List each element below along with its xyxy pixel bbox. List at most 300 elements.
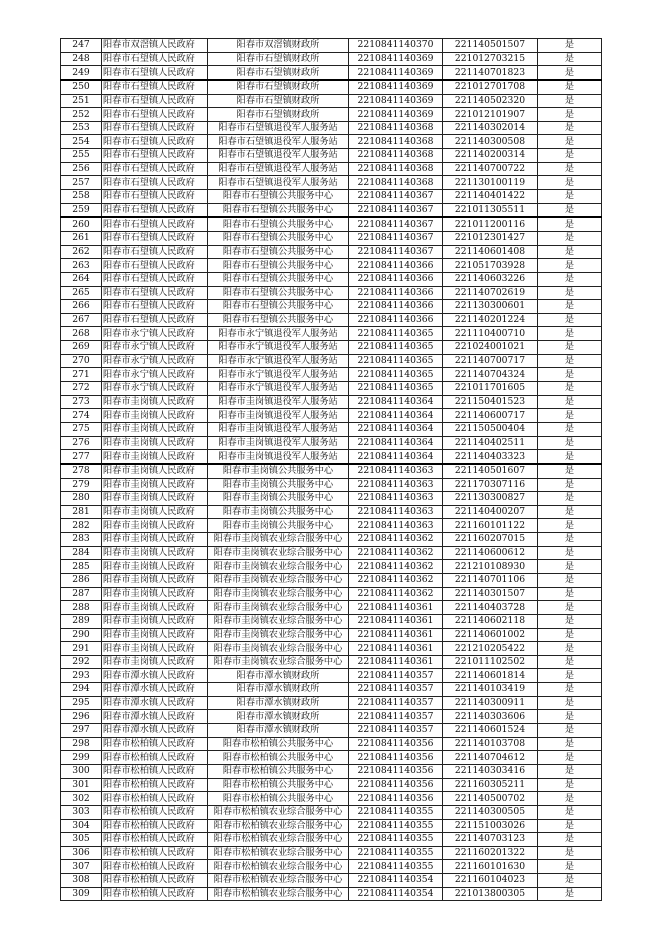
position-cell: 阳春市石望镇公共服务中心 — [208, 231, 349, 245]
table-row — [61, 492, 602, 506]
qualified-cell: 是 — [538, 792, 602, 806]
exam-number-cell: 221140600717 — [443, 409, 538, 423]
qualified-cell: 是 — [538, 696, 602, 710]
position-code-cell: 2210841140361 — [349, 642, 443, 656]
qualified-cell: 是 — [538, 478, 602, 492]
qualified-cell: 是 — [538, 628, 602, 642]
employer-cell: 阳春市双滘镇人民政府 — [102, 39, 208, 53]
position-code-cell: 2210841140356 — [349, 778, 443, 792]
qualified-cell: 是 — [538, 327, 602, 341]
exam-number-cell: 221140601408 — [443, 245, 538, 259]
row-number: 293 — [61, 669, 102, 683]
position-cell: 阳春市圭岗镇农业综合服务中心 — [208, 642, 349, 656]
table-row — [61, 176, 602, 190]
row-number: 306 — [61, 846, 102, 860]
employer-cell: 阳春市石望镇人民政府 — [102, 162, 208, 176]
position-cell: 阳春市石望镇公共服务中心 — [208, 245, 349, 259]
position-code-cell: 2210841140364 — [349, 450, 443, 464]
employer-cell: 阳春市石望镇人民政府 — [102, 300, 208, 314]
exam-number-cell: 221140301507 — [443, 587, 538, 601]
employer-cell: 阳春市圭岗镇人民政府 — [102, 464, 208, 478]
qualified-cell: 是 — [538, 724, 602, 738]
position-cell: 阳春市圭岗镇退役军人服务站 — [208, 422, 349, 436]
position-code-cell: 2210841140368 — [349, 149, 443, 163]
row-number: 283 — [61, 533, 102, 547]
qualified-cell: 是 — [538, 505, 602, 519]
position-cell: 阳春市松柏镇农业综合服务中心 — [208, 846, 349, 860]
exam-number-cell: 221140601814 — [443, 669, 538, 683]
employer-cell: 阳春市石望镇人民政府 — [102, 176, 208, 190]
exam-number-cell: 221140300505 — [443, 805, 538, 819]
exam-number-cell: 221150401523 — [443, 395, 538, 409]
position-code-cell: 2210841140355 — [349, 860, 443, 874]
row-number: 286 — [61, 573, 102, 587]
qualified-cell: 是 — [538, 573, 602, 587]
table-row — [61, 245, 602, 259]
row-number: 309 — [61, 887, 102, 901]
position-cell: 阳春市圭岗镇农业综合服务中心 — [208, 601, 349, 615]
row-number: 281 — [61, 505, 102, 519]
exam-number-cell: 221160101122 — [443, 519, 538, 533]
table-row — [61, 764, 602, 778]
table-row — [61, 642, 602, 656]
table-row — [61, 327, 602, 341]
employer-cell: 阳春市石望镇人民政府 — [102, 108, 208, 122]
qualified-cell: 是 — [538, 176, 602, 190]
employer-cell: 阳春市松柏镇人民政府 — [102, 874, 208, 888]
table-row — [61, 737, 602, 751]
exam-number-cell: 221140600612 — [443, 546, 538, 560]
row-number: 303 — [61, 805, 102, 819]
row-number: 291 — [61, 642, 102, 656]
row-number: 295 — [61, 696, 102, 710]
position-cell: 阳春市石望镇退役军人服务站 — [208, 176, 349, 190]
employer-cell: 阳春市圭岗镇人民政府 — [102, 642, 208, 656]
table-row — [61, 203, 602, 217]
table-row — [61, 108, 602, 122]
position-code-cell: 2210841140365 — [349, 368, 443, 382]
table-row — [61, 587, 602, 601]
qualified-cell: 是 — [538, 190, 602, 204]
table-row — [61, 846, 602, 860]
qualified-cell: 是 — [538, 231, 602, 245]
position-code-cell: 2210841140365 — [349, 341, 443, 355]
employer-cell: 阳春市松柏镇人民政府 — [102, 819, 208, 833]
exam-number-cell: 221012701708 — [443, 80, 538, 94]
position-code-cell: 2210841140356 — [349, 737, 443, 751]
table-row — [61, 601, 602, 615]
row-number: 257 — [61, 176, 102, 190]
row-number: 308 — [61, 874, 102, 888]
position-code-cell: 2210841140357 — [349, 683, 443, 697]
position-cell: 阳春市松柏镇公共服务中心 — [208, 792, 349, 806]
qualified-cell: 是 — [538, 259, 602, 273]
row-number: 253 — [61, 121, 102, 135]
qualified-cell: 是 — [538, 52, 602, 66]
exam-number-cell: 221140103708 — [443, 737, 538, 751]
position-cell: 阳春市潭水镇财政所 — [208, 683, 349, 697]
row-number: 307 — [61, 860, 102, 874]
qualified-cell: 是 — [538, 683, 602, 697]
position-cell: 阳春市圭岗镇公共服务中心 — [208, 464, 349, 478]
position-cell: 阳春市松柏镇农业综合服务中心 — [208, 805, 349, 819]
row-number: 271 — [61, 368, 102, 382]
position-cell: 阳春市石望镇公共服务中心 — [208, 203, 349, 217]
position-code-cell: 2210841140363 — [349, 519, 443, 533]
table-row — [61, 135, 602, 149]
table-row — [61, 190, 602, 204]
employer-cell: 阳春市石望镇人民政府 — [102, 203, 208, 217]
position-cell: 阳春市潭水镇财政所 — [208, 724, 349, 738]
qualified-cell: 是 — [538, 587, 602, 601]
employer-cell: 阳春市永宁镇人民政府 — [102, 327, 208, 341]
employer-cell: 阳春市圭岗镇人民政府 — [102, 628, 208, 642]
employer-cell: 阳春市松柏镇人民政府 — [102, 846, 208, 860]
position-code-cell: 2210841140369 — [349, 80, 443, 94]
row-number: 261 — [61, 231, 102, 245]
exam-number-cell: 221160207015 — [443, 533, 538, 547]
position-cell: 阳春市松柏镇公共服务中心 — [208, 751, 349, 765]
table-row — [61, 422, 602, 436]
employer-cell: 阳春市圭岗镇人民政府 — [102, 533, 208, 547]
row-number: 278 — [61, 464, 102, 478]
table-row — [61, 819, 602, 833]
employer-cell: 阳春市石望镇人民政府 — [102, 217, 208, 231]
position-code-cell: 2210841140368 — [349, 135, 443, 149]
row-number: 294 — [61, 683, 102, 697]
employer-cell: 阳春市圭岗镇人民政府 — [102, 614, 208, 628]
position-code-cell: 2210841140367 — [349, 217, 443, 231]
exam-number-cell: 221140603226 — [443, 272, 538, 286]
qualified-cell: 是 — [538, 655, 602, 669]
exam-number-cell: 221140501607 — [443, 464, 538, 478]
employer-cell: 阳春市永宁镇人民政府 — [102, 354, 208, 368]
row-number: 280 — [61, 492, 102, 506]
exam-number-cell: 221024001021 — [443, 341, 538, 355]
qualified-cell: 是 — [538, 601, 602, 615]
table-row — [61, 409, 602, 423]
exam-number-cell: 221210108930 — [443, 560, 538, 574]
exam-number-cell: 221140400207 — [443, 505, 538, 519]
position-code-cell: 2210841140357 — [349, 696, 443, 710]
position-code-cell: 2210841140364 — [349, 395, 443, 409]
table-row — [61, 533, 602, 547]
qualified-cell: 是 — [538, 819, 602, 833]
position-cell: 阳春市永宁镇退役军人服务站 — [208, 341, 349, 355]
table-row — [61, 560, 602, 574]
employer-cell: 阳春市松柏镇人民政府 — [102, 887, 208, 901]
qualified-cell: 是 — [538, 422, 602, 436]
position-code-cell: 2210841140361 — [349, 628, 443, 642]
qualified-cell: 是 — [538, 39, 602, 53]
employer-cell: 阳春市圭岗镇人民政府 — [102, 546, 208, 560]
exam-number-cell: 221210205422 — [443, 642, 538, 656]
employer-cell: 阳春市圭岗镇人民政府 — [102, 505, 208, 519]
position-cell: 阳春市圭岗镇农业综合服务中心 — [208, 560, 349, 574]
table-row — [61, 450, 602, 464]
employer-cell: 阳春市潭水镇人民政府 — [102, 683, 208, 697]
row-number: 288 — [61, 601, 102, 615]
employer-cell: 阳春市潭水镇人民政府 — [102, 724, 208, 738]
position-code-cell: 2210841140357 — [349, 724, 443, 738]
row-number: 268 — [61, 327, 102, 341]
table-row — [61, 395, 602, 409]
exam-number-cell: 221051703928 — [443, 259, 538, 273]
position-cell: 阳春市潭水镇财政所 — [208, 696, 349, 710]
position-cell: 阳春市圭岗镇退役军人服务站 — [208, 409, 349, 423]
qualified-cell: 是 — [538, 272, 602, 286]
employer-cell: 阳春市松柏镇人民政府 — [102, 737, 208, 751]
exam-number-cell: 221012101907 — [443, 108, 538, 122]
row-number: 304 — [61, 819, 102, 833]
table-row — [61, 519, 602, 533]
row-number: 267 — [61, 313, 102, 327]
position-cell: 阳春市松柏镇农业综合服务中心 — [208, 860, 349, 874]
row-number: 260 — [61, 217, 102, 231]
position-cell: 阳春市永宁镇退役军人服务站 — [208, 368, 349, 382]
row-number: 279 — [61, 478, 102, 492]
position-cell: 阳春市石望镇财政所 — [208, 52, 349, 66]
row-number: 305 — [61, 833, 102, 847]
employer-cell: 阳春市石望镇人民政府 — [102, 66, 208, 80]
position-cell: 阳春市石望镇退役军人服务站 — [208, 162, 349, 176]
exam-number-cell: 221011305511 — [443, 203, 538, 217]
row-number: 276 — [61, 436, 102, 450]
qualified-cell: 是 — [538, 778, 602, 792]
position-code-cell: 2210841140368 — [349, 121, 443, 135]
position-cell: 阳春市松柏镇公共服务中心 — [208, 778, 349, 792]
results-table-body — [61, 39, 602, 901]
qualified-cell: 是 — [538, 710, 602, 724]
table-row — [61, 52, 602, 66]
table-row — [61, 368, 602, 382]
qualified-cell: 是 — [538, 80, 602, 94]
exam-number-cell: 221140501507 — [443, 39, 538, 53]
qualified-cell: 是 — [538, 492, 602, 506]
exam-number-cell: 221140403323 — [443, 450, 538, 464]
position-code-cell: 2210841140362 — [349, 546, 443, 560]
table-row — [61, 217, 602, 231]
row-number: 277 — [61, 450, 102, 464]
position-code-cell: 2210841140355 — [349, 819, 443, 833]
exam-number-cell: 221140401422 — [443, 190, 538, 204]
table-row — [61, 683, 602, 697]
position-code-cell: 2210841140357 — [349, 710, 443, 724]
row-number: 273 — [61, 395, 102, 409]
position-code-cell: 2210841140364 — [349, 422, 443, 436]
qualified-cell: 是 — [538, 66, 602, 80]
position-cell: 阳春市圭岗镇农业综合服务中心 — [208, 587, 349, 601]
position-cell: 阳春市石望镇退役军人服务站 — [208, 149, 349, 163]
exam-number-cell: 221011701605 — [443, 382, 538, 396]
qualified-cell: 是 — [538, 108, 602, 122]
employer-cell: 阳春市圭岗镇人民政府 — [102, 573, 208, 587]
position-code-cell: 2210841140367 — [349, 245, 443, 259]
qualified-cell: 是 — [538, 245, 602, 259]
employer-cell: 阳春市石望镇人民政府 — [102, 286, 208, 300]
position-cell: 阳春市圭岗镇退役军人服务站 — [208, 436, 349, 450]
table-row — [61, 860, 602, 874]
row-number: 250 — [61, 80, 102, 94]
position-cell: 阳春市潭水镇财政所 — [208, 710, 349, 724]
qualified-cell: 是 — [538, 546, 602, 560]
employer-cell: 阳春市石望镇人民政府 — [102, 272, 208, 286]
exam-number-cell: 221140200314 — [443, 149, 538, 163]
employer-cell: 阳春市圭岗镇人民政府 — [102, 601, 208, 615]
exam-number-cell: 221140201224 — [443, 313, 538, 327]
table-row — [61, 149, 602, 163]
row-number: 251 — [61, 94, 102, 108]
table-row — [61, 792, 602, 806]
position-code-cell: 2210841140368 — [349, 162, 443, 176]
exam-number-cell: 221140704612 — [443, 751, 538, 765]
exam-number-cell: 221140700717 — [443, 354, 538, 368]
exam-number-cell: 221012301427 — [443, 231, 538, 245]
exam-number-cell: 221140703123 — [443, 833, 538, 847]
employer-cell: 阳春市永宁镇人民政府 — [102, 382, 208, 396]
row-number: 302 — [61, 792, 102, 806]
position-cell: 阳春市石望镇公共服务中心 — [208, 217, 349, 231]
qualified-cell: 是 — [538, 313, 602, 327]
position-code-cell: 2210841140354 — [349, 874, 443, 888]
row-number: 259 — [61, 203, 102, 217]
qualified-cell: 是 — [538, 395, 602, 409]
table-row — [61, 478, 602, 492]
table-row — [61, 313, 602, 327]
table-row — [61, 573, 602, 587]
table-row — [61, 669, 602, 683]
position-cell: 阳春市石望镇公共服务中心 — [208, 313, 349, 327]
row-number: 248 — [61, 52, 102, 66]
exam-number-cell: 221140601524 — [443, 724, 538, 738]
qualified-cell: 是 — [538, 833, 602, 847]
employer-cell: 阳春市石望镇人民政府 — [102, 231, 208, 245]
position-cell: 阳春市石望镇公共服务中心 — [208, 259, 349, 273]
row-number: 290 — [61, 628, 102, 642]
table-row — [61, 382, 602, 396]
table-row — [61, 805, 602, 819]
employer-cell: 阳春市松柏镇人民政府 — [102, 833, 208, 847]
table-row — [61, 751, 602, 765]
row-number: 282 — [61, 519, 102, 533]
row-number: 256 — [61, 162, 102, 176]
position-cell: 阳春市圭岗镇退役军人服务站 — [208, 450, 349, 464]
employer-cell: 阳春市圭岗镇人民政府 — [102, 560, 208, 574]
position-cell: 阳春市松柏镇公共服务中心 — [208, 764, 349, 778]
position-cell: 阳春市松柏镇农业综合服务中心 — [208, 819, 349, 833]
employer-cell: 阳春市圭岗镇人民政府 — [102, 436, 208, 450]
qualified-cell: 是 — [538, 805, 602, 819]
row-number: 298 — [61, 737, 102, 751]
exam-number-cell: 221170307116 — [443, 478, 538, 492]
position-cell: 阳春市石望镇公共服务中心 — [208, 300, 349, 314]
position-code-cell: 2210841140366 — [349, 286, 443, 300]
qualified-cell: 是 — [538, 94, 602, 108]
table-row — [61, 259, 602, 273]
employer-cell: 阳春市松柏镇人民政府 — [102, 860, 208, 874]
position-code-cell: 2210841140363 — [349, 478, 443, 492]
qualified-cell: 是 — [538, 217, 602, 231]
exam-number-cell: 221110400710 — [443, 327, 538, 341]
position-code-cell: 2210841140363 — [349, 464, 443, 478]
table-row — [61, 833, 602, 847]
table-row — [61, 121, 602, 135]
qualified-cell: 是 — [538, 121, 602, 135]
table-row — [61, 80, 602, 94]
employer-cell: 阳春市圭岗镇人民政府 — [102, 422, 208, 436]
row-number: 296 — [61, 710, 102, 724]
table-row — [61, 300, 602, 314]
position-cell: 阳春市石望镇财政所 — [208, 80, 349, 94]
exam-number-cell: 221140300911 — [443, 696, 538, 710]
position-cell: 阳春市石望镇财政所 — [208, 66, 349, 80]
exam-number-cell: 221011102502 — [443, 655, 538, 669]
exam-number-cell: 221140300508 — [443, 135, 538, 149]
position-cell: 阳春市圭岗镇农业综合服务中心 — [208, 614, 349, 628]
qualified-cell: 是 — [538, 436, 602, 450]
position-code-cell: 2210841140354 — [349, 887, 443, 901]
table-row — [61, 436, 602, 450]
table-row — [61, 39, 602, 53]
employer-cell: 阳春市潭水镇人民政府 — [102, 710, 208, 724]
employer-cell: 阳春市松柏镇人民政府 — [102, 764, 208, 778]
exam-number-cell: 221013800305 — [443, 887, 538, 901]
position-code-cell: 2210841140362 — [349, 560, 443, 574]
position-cell: 阳春市石望镇公共服务中心 — [208, 272, 349, 286]
row-number: 254 — [61, 135, 102, 149]
row-number: 263 — [61, 259, 102, 273]
position-code-cell: 2210841140369 — [349, 66, 443, 80]
qualified-cell: 是 — [538, 149, 602, 163]
employer-cell: 阳春市石望镇人民政府 — [102, 80, 208, 94]
position-cell: 阳春市圭岗镇农业综合服务中心 — [208, 546, 349, 560]
exam-number-cell: 221140602118 — [443, 614, 538, 628]
position-code-cell: 2210841140369 — [349, 94, 443, 108]
position-code-cell: 2210841140355 — [349, 805, 443, 819]
position-cell: 阳春市圭岗镇公共服务中心 — [208, 478, 349, 492]
qualified-cell: 是 — [538, 135, 602, 149]
row-number: 274 — [61, 409, 102, 423]
employer-cell: 阳春市石望镇人民政府 — [102, 245, 208, 259]
position-cell: 阳春市石望镇退役军人服务站 — [208, 121, 349, 135]
table-row — [61, 628, 602, 642]
employer-cell: 阳春市圭岗镇人民政府 — [102, 587, 208, 601]
position-cell: 阳春市松柏镇农业综合服务中心 — [208, 833, 349, 847]
position-cell: 阳春市圭岗镇农业综合服务中心 — [208, 573, 349, 587]
row-number: 262 — [61, 245, 102, 259]
qualified-cell: 是 — [538, 464, 602, 478]
employer-cell: 阳春市潭水镇人民政府 — [102, 669, 208, 683]
position-cell: 阳春市石望镇公共服务中心 — [208, 286, 349, 300]
position-code-cell: 2210841140366 — [349, 313, 443, 327]
results-table — [60, 38, 602, 901]
exam-number-cell: 221140601002 — [443, 628, 538, 642]
exam-number-cell: 221140702619 — [443, 286, 538, 300]
row-number: 266 — [61, 300, 102, 314]
qualified-cell: 是 — [538, 846, 602, 860]
position-cell: 阳春市圭岗镇农业综合服务中心 — [208, 628, 349, 642]
employer-cell: 阳春市石望镇人民政府 — [102, 313, 208, 327]
row-number: 275 — [61, 422, 102, 436]
qualified-cell: 是 — [538, 300, 602, 314]
qualified-cell: 是 — [538, 669, 602, 683]
position-code-cell: 2210841140361 — [349, 614, 443, 628]
table-row — [61, 505, 602, 519]
qualified-cell: 是 — [538, 286, 602, 300]
row-number: 272 — [61, 382, 102, 396]
qualified-cell: 是 — [538, 533, 602, 547]
qualified-cell: 是 — [538, 203, 602, 217]
